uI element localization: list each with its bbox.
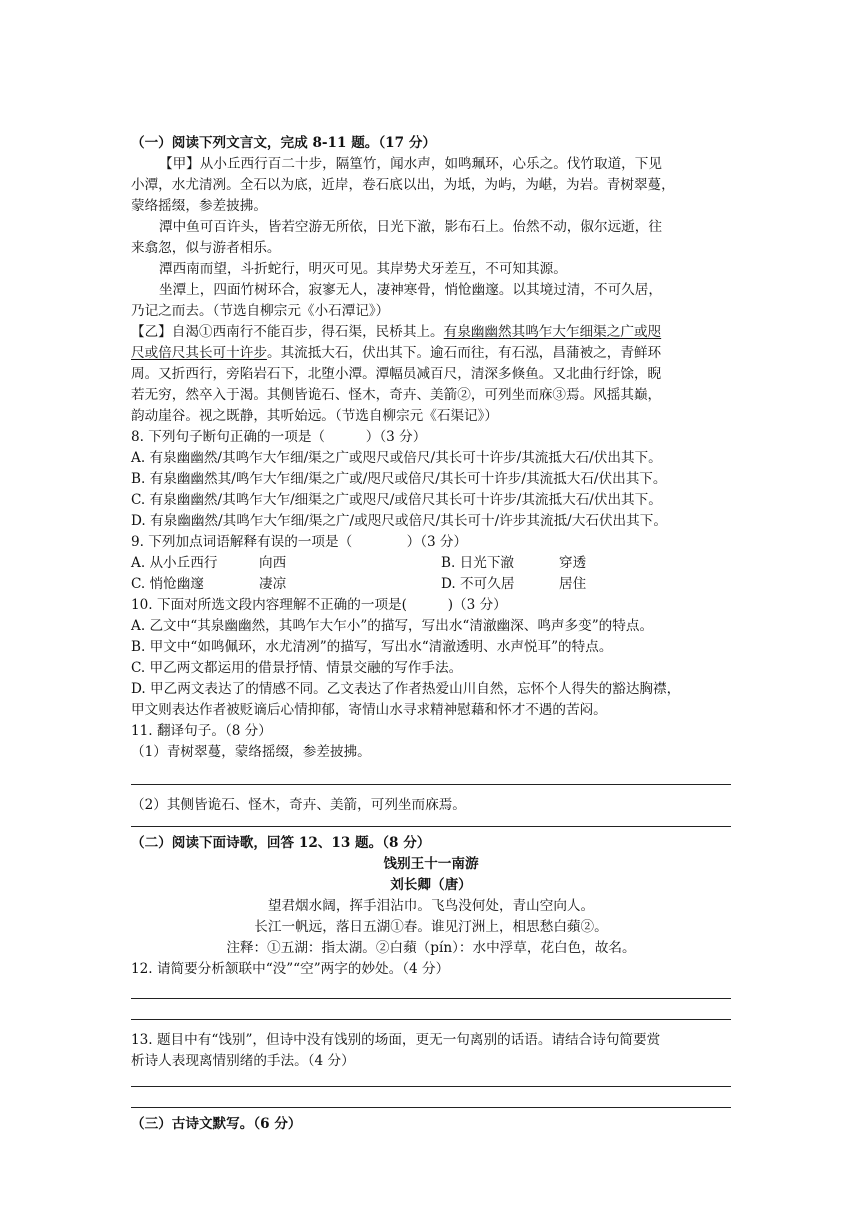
passage-yi-underlined: 有泉幽幽然其鸣乍大乍细渠之广或咫	[443, 324, 662, 340]
section-3-title: （三）古诗文默写。（6 分）	[131, 1116, 302, 1132]
question-9-stem: 9. 下列加点词语解释有误的一项是（ ）（3 分）	[131, 534, 468, 550]
question-10-option-c[interactable]: C. 甲乙两文都运用的借景抒情、情景交融的写作手法。	[131, 660, 463, 676]
answer-line-12-2[interactable]	[131, 999, 731, 1020]
section-1-title: （一）阅读下列文言文，完成 8-11 题。（17 分）	[131, 135, 437, 151]
answer-line-13-1[interactable]	[131, 1072, 731, 1087]
question-9-option-d[interactable]: D. 不可久居	[441, 576, 515, 592]
passage-yi-text: 。其流抵大石，伏出其下。逾石而往，有石泓，昌蒲被之，青鲜环	[266, 345, 662, 361]
passage-jia-line: 小潭，水尤清冽。全石以为底，近岸，卷石底以出，为坻，为屿，为嵁，为岩。青树翠蔓，	[131, 177, 675, 193]
question-10-option-d-cont: 甲文则表达作者被贬谪后心情抑郁，寄情山水寻求精神慰藉和怀才不遇的苦闷。	[131, 702, 607, 718]
question-9-option-c-meaning: 凄凉	[259, 576, 287, 592]
answer-line-12-1[interactable]	[131, 980, 731, 999]
passage-jia-line: 坐潭上，四面竹树环合，寂寥无人，凄神寒骨，悄怆幽邃。以其境过清，不可久居，	[159, 282, 662, 298]
question-8-option-a[interactable]: A. 有泉幽幽然/其鸣乍大乍细/渠之广或咫尺或倍尺/其长可十许步/其流抵大石/伏出其下。	[131, 450, 662, 466]
passage-yi-line	[131, 343, 731, 364]
passage-jia-line: 潭西南而望，斗折蛇行，明灭可见。其岸势犬牙差互，不可知其源。	[159, 261, 567, 277]
passage-yi-line: 韵动崖谷。视之既静，其听始远。（节选自柳宗元《石渠记》）	[131, 408, 499, 424]
question-9-row	[131, 574, 731, 595]
poem-title: 饯别王十一南游	[383, 856, 479, 872]
poem-note: 注释：①五湖：指太湖。②白蘋（pín）：水中浮草，花白色，故名。	[226, 940, 636, 956]
question-10-option-a[interactable]: A. 乙文中“其泉幽幽然，其鸣乍大乍小”的描写，写出水“清澈幽深、鸣声多变”的特点。	[131, 618, 654, 634]
question-9-option-c[interactable]: C. 悄怆幽邃	[131, 576, 204, 592]
question-11-sentence-2: （2）其侧皆诡石、怪木，奇卉、美箭，可列坐而庥焉。	[131, 797, 466, 813]
question-9-option-b[interactable]: B. 日光下澈	[441, 555, 515, 571]
passage-yi-underlined: 尺或倍尺其长可十许步	[131, 345, 267, 361]
passage-jia-line: 来翕忽，似与游者相乐。	[131, 240, 281, 256]
section-2-title: （二）阅读下面诗歌，回答 12、13 题。（8 分）	[131, 835, 431, 851]
question-9-option-b-meaning: 穿透	[559, 555, 587, 571]
passage-jia-line: 【甲】从小丘西行百二十步，隔篁竹，闻水声，如鸣珮环，心乐之。伐竹取道，下见	[159, 156, 662, 172]
poem-line: 望君烟水阔，挥手泪沾巾。飞鸟没何处，青山空向人。	[267, 898, 595, 914]
question-11-sentence-1: （1）青树翠蔓，蒙络摇缀，参差披拂。	[131, 744, 371, 760]
question-11-stem: 11. 翻译句子。（8 分）	[131, 723, 272, 739]
question-9-option-a-meaning: 向西	[259, 555, 287, 571]
answer-line-11-2[interactable]	[131, 816, 731, 827]
question-9-row	[131, 553, 731, 574]
question-10-option-b[interactable]: B. 甲文中“如鸣佩环，水尤清冽”的描写，写出水“清澈透明、水声悦耳”的特点。	[131, 639, 613, 655]
passage-yi-line: 周。又折西行，旁陷岩石下，北堕小潭。潭幅员减百尺，清深多倏鱼。又北曲行纡馀，睨	[131, 366, 662, 382]
passage-jia-line: 潭中鱼可百许头，皆若空游无所依，日光下澈，影布石上。佁然不动，俶尔远逝，往	[159, 219, 662, 235]
passage-yi-line: 若无穷，然卒入于渴。其侧皆诡石、怪木，奇卉、美箭②，可列坐而庥③焉。风摇其巅，	[131, 387, 662, 403]
question-8-option-c[interactable]: C. 有泉幽幽然/其鸣乍大乍/细渠之广或咫尺/或倍尺其长可十许步/其流抵大石/伏出其下。	[131, 492, 662, 508]
exam-content	[131, 133, 731, 1135]
question-10-option-d[interactable]: D. 甲乙两文表达了的情感不同。乙文表达了作者热爱山川自然，忘怀个人得失的豁达胸襟，	[131, 681, 681, 697]
passage-yi-line	[131, 322, 731, 343]
question-13-stem-cont: 析诗人表现离情别绪的手法。（4 分）	[131, 1053, 355, 1069]
passage-yi-text: 【乙】自渴①西南行不能百步，得石渠，民桥其上。	[131, 324, 444, 340]
question-9-option-d-meaning: 居住	[559, 576, 587, 592]
passage-jia-line: 蒙络摇缀，参差披拂。	[131, 198, 267, 214]
answer-line-11-1[interactable]	[131, 763, 731, 785]
question-9-option-a[interactable]: A. 从小丘西行	[131, 555, 218, 571]
passage-jia-line: 乃记之而去。（节选自柳宗元《小石潭记》）	[131, 303, 390, 319]
question-8-option-d[interactable]: D. 有泉幽幽然/其鸣乍大乍细/渠之广/或咫尺或倍尺/其长可十/许步其流抵/大石伏出其下。	[131, 513, 667, 529]
question-12-stem: 12. 请简要分析颔联中“没”“空”两字的妙处。（4 分）	[131, 961, 450, 977]
question-8-stem: 8. 下列句子断句正确的一项是（ ）（3 分）	[131, 429, 427, 445]
question-13-stem: 13. 题目中有“饯别”，但诗中没有饯别的场面，更无一句离别的话语。请结合诗句简要赏	[131, 1032, 661, 1048]
question-10-stem: 10. 下面对所选文段内容理解不正确的一项是( )（3 分）	[131, 597, 507, 613]
answer-line-13-2[interactable]	[131, 1087, 731, 1108]
poem-author: 刘长卿（唐）	[390, 877, 472, 893]
question-8-option-b[interactable]: B. 有泉幽幽然其/鸣乍大乍细/渠之广或/咫尺或倍尺/其长可十许步/其流抵大石/伏出其下。	[131, 471, 667, 487]
poem-line: 长江一帆远，落日五湖①春。谁见汀洲上，相思愁白蘋②。	[254, 919, 608, 935]
